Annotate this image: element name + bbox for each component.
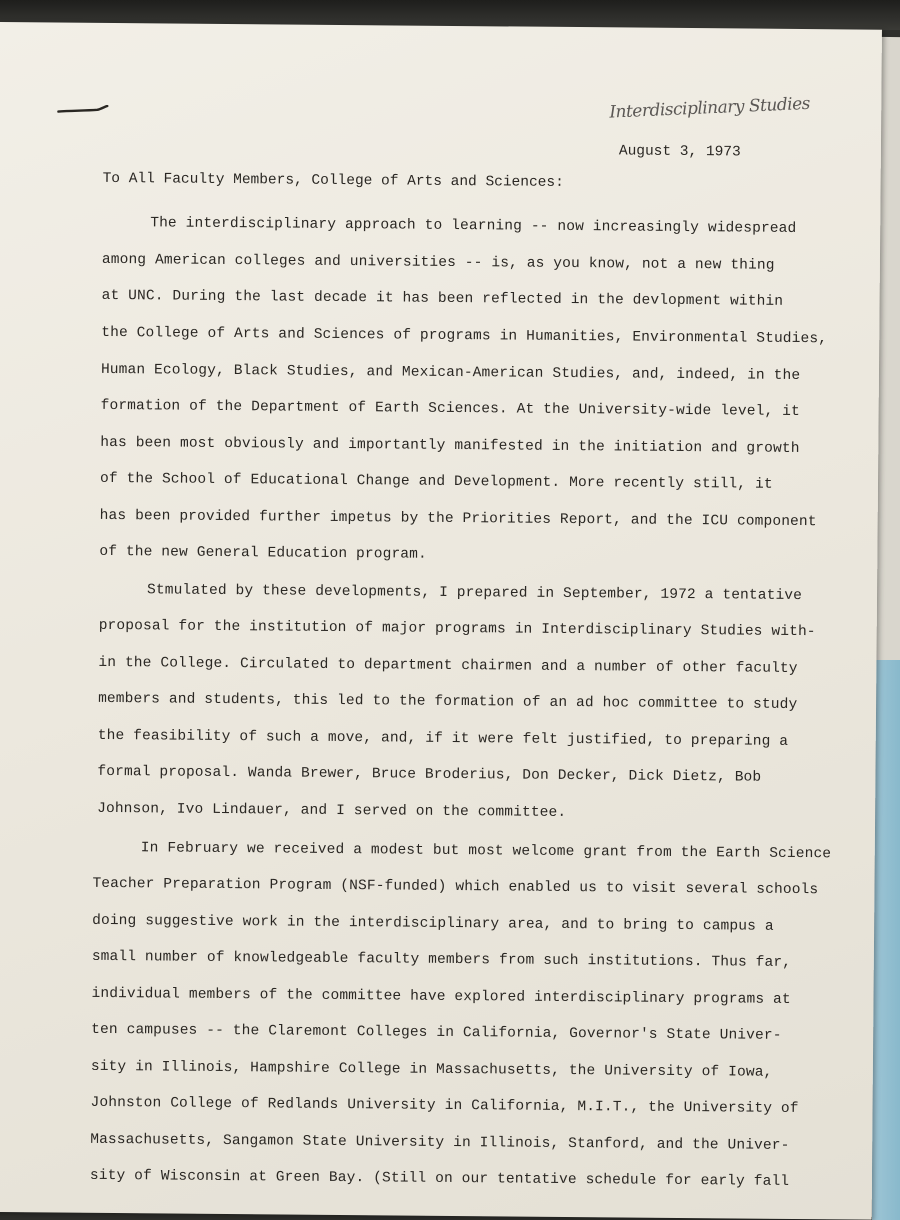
body-line: among American colleges and universities -- is, as you know, not a new thing xyxy=(101,251,775,274)
body-line: the feasibility of such a move, and, if it were felt justified, to preparing a xyxy=(97,727,789,750)
letter-date: August 3, 1973 xyxy=(618,143,741,161)
handwritten-note: Interdisciplinary Studies xyxy=(608,93,811,123)
body-line: In February we received a modest but most welcome grant from the Earth Science xyxy=(140,840,832,863)
body-line: formation of the Department of Earth Sciences. At the University-wide level, it xyxy=(100,397,800,420)
body-line: members and students, this led to the formation of an ad hoc committee to study xyxy=(98,690,798,713)
body-line: small number of knowledgeable faculty members from such institutions. Thus far, xyxy=(91,948,792,971)
body-line: has been most obviously and importantly manifested in the initiation and growth xyxy=(100,434,800,457)
body-line: doing suggestive work in the interdisciplinary area, and to bring to campus a xyxy=(92,912,774,935)
letter-page xyxy=(0,22,882,1220)
body-line: formal proposal. Wanda Brewer, Bruce Broderius, Don Decker, Dick Dietz, Bob xyxy=(97,763,762,786)
pen-mark-icon xyxy=(57,105,109,115)
body-line: the College of Arts and Sciences of programs in Humanities, Environmental Studies, xyxy=(101,324,828,348)
body-line: Teacher Preparation Program (NSF-funded) which enabled us to visit several schools xyxy=(92,875,819,899)
body-line: has been provided further impetus by the Priorities Report, and the ICU component xyxy=(99,507,817,531)
blue-folder-edge xyxy=(872,660,900,1220)
body-line: of the new General Education program. xyxy=(99,543,427,563)
body-line: Johnston College of Redlands University in California, M.I.T., the University of xyxy=(90,1094,799,1118)
body-line: Johnson, Ivo Lindauer, and I served on the committee. xyxy=(97,800,567,821)
body-line: of the School of Educational Change and Development. More recently still, it xyxy=(99,470,773,493)
body-line: in the College. Circulated to department chairmen and a number of other faculty xyxy=(98,654,798,677)
letter-salutation: To All Faculty Members, College of Arts and Sciences: xyxy=(102,170,564,191)
body-line: Human Ecology, Black Studies, and Mexican-American Studies, and, indeed, in the xyxy=(100,361,801,384)
body-line: sity in Illinois, Hampshire College in Massachusetts, the University of Iowa, xyxy=(90,1058,773,1081)
body-line: sity of Wisconsin at Green Bay. (Still on our tentative schedule for early fall xyxy=(89,1167,790,1190)
body-line: proposal for the institution of major programs in Interdisciplinary Studies with- xyxy=(98,617,816,641)
body-line: The interdisciplinary approach to learning -- now increasingly widespread xyxy=(150,215,797,237)
body-line: Massachusetts, Sangamon State University in Illinois, Stanford, and the Univer- xyxy=(90,1131,790,1154)
body-line: ten campuses -- the Claremont Colleges in California, Governor's State Univer- xyxy=(91,1021,782,1044)
body-line: individual members of the committee have explored interdisciplinary programs at xyxy=(91,985,791,1008)
body-line: at UNC. During the last decade it has been reflected in the devlopment within xyxy=(101,287,784,310)
body-line: Stmulated by these developments, I prepared in September, 1972 a tentative xyxy=(146,582,803,605)
